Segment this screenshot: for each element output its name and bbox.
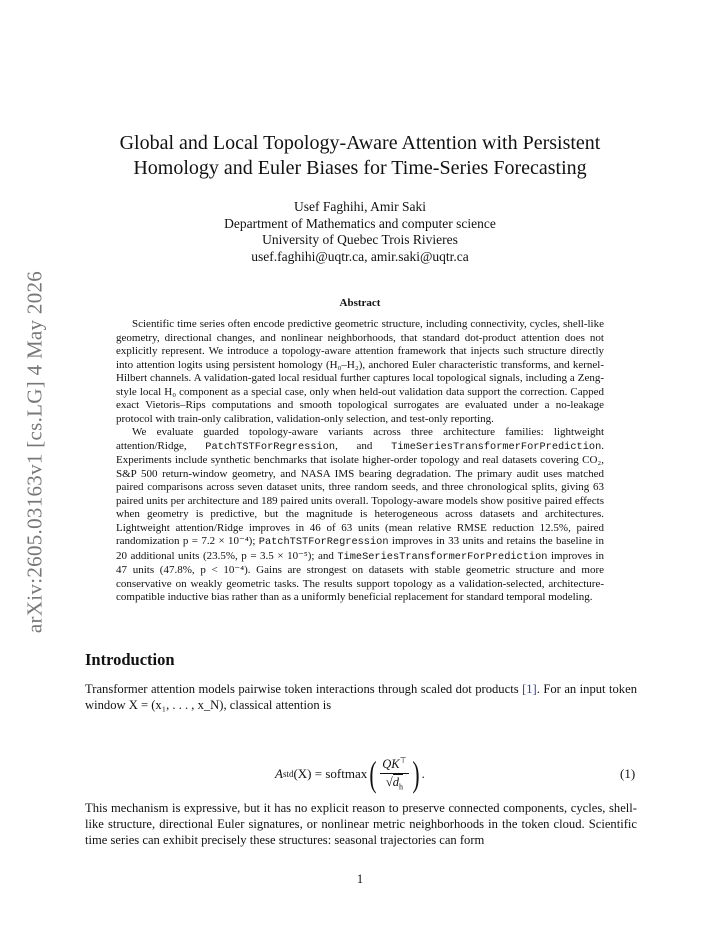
abstract-text: , and — [335, 439, 392, 452]
eq-denominator-radicand — [392, 774, 403, 792]
eq-paren-right: ) — [411, 754, 420, 794]
eq-lhs-arg: (X) = softmax — [293, 766, 368, 781]
title-line-1: Global and Local Topology-Aware Attention with Persistent — [119, 132, 601, 154]
equation-body — [275, 756, 425, 792]
author-block — [0, 199, 720, 265]
eq-denominator-text: d — [392, 775, 399, 790]
eq-denominator-sub: h — [398, 782, 403, 792]
abstract-body — [116, 318, 604, 605]
eq-numerator-sup: ⊤ — [399, 756, 407, 766]
intro-paragraph-2: This mechanism is expressive, but it has no explicit reason to preserve connected components, cycles, shell-like structure, directional Euler signatures, or nonlinear metric neighborhoods in the token cloud. Scientific time series can exhibit precisely these structures: seasonal trajectories can form — [85, 801, 637, 847]
intro-paragraph-1 — [85, 681, 637, 713]
title-line-2: Homology and Euler Biases for Time-Series Forecasting — [133, 157, 587, 179]
abstract-heading: Abstract — [339, 297, 381, 309]
abstract-paragraph-2 — [116, 426, 604, 605]
eq-numerator — [380, 756, 408, 774]
author-department: Department of Mathematics and computer science — [224, 215, 496, 231]
citation-link[interactable]: [1] — [522, 682, 537, 696]
author-names: Usef Faghihi, Amir Saki — [294, 199, 426, 214]
author-emails: usef.faghihi@uqtr.ca, amir.saki@uqtr.ca — [251, 248, 469, 264]
eq-denominator — [386, 774, 403, 792]
arxiv-side-label: arXiv:2605.03163v1 [cs.LG] 4 May 2026 — [22, 270, 47, 634]
intro-text: Transformer attention models pairwise token interactions through scaled dot products — [85, 682, 523, 696]
eq-numerator-text: QK — [382, 757, 400, 772]
eq-fraction — [380, 756, 408, 792]
code-tst-prediction: TimeSeriesTransformerForPrediction — [337, 550, 548, 563]
abstract-text: improves in 33 units and retains the baseline in 20 additional units (23.5%, p = 3.5 × 10⁻⁵); and — [116, 535, 604, 562]
paper-title — [0, 131, 720, 181]
abstract-paragraph-1: Scientific time series often encode predictive geometric structure, including connectivity, cycles, shell-like geometry, directional changes, and nonlinear neighborhoods, that standard dot-product attention does not explicitly represent. We introduce a topology-aware attention framework that injects such structure directly into attention logits using persistent homology (H₀–H₂), anchored Euler characteristic transforms, and kernel-Hilbert channels. A validation-gated local residual further captures local topological signals, including a Zeng-style local H₀ component as a special case, only when held-out validation data support the correction. Capped exact Vietoris–Rips computations and smooth topological surrogates are evaluated under a no-leakage protocol with train-only calibration, validation-only selection, and test-only reporting. — [116, 318, 604, 425]
author-university: University of Quebec Trois Rivieres — [262, 232, 458, 247]
eq-paren-left: ( — [369, 754, 377, 794]
page-number: 1 — [356, 872, 364, 886]
abstract-text: improves in 47 units (47.8%, p < 10⁻⁴). Gains are strongest on datasets with stable geometric structure and more conservative on weakly geometric tasks. The results support topology as a validation-selected, architecture-compatible inductive bias rather than as a uniformly beneficial replacement for standard temporal modeling. — [116, 549, 604, 603]
sqrt-icon: √ — [385, 775, 393, 790]
code-patchtst: PatchTSTForRegression — [258, 536, 389, 548]
code-tst-prediction: TimeSeriesTransformerForPrediction — [391, 440, 602, 453]
eq-lhs: A — [275, 766, 283, 781]
eq-lhs-sub: std — [282, 769, 294, 779]
abstract-text: We evaluate guarded topology-aware variants across three architecture families: lightweight attention/Ridge, — [116, 426, 604, 452]
code-patchtst: PatchTSTForRegression — [205, 440, 336, 453]
intro-text: . For an input token window X = (x₁, . . . , x_N), classical attention is — [85, 682, 637, 712]
section-heading-introduction: Introduction — [85, 650, 175, 669]
equation-number: (1) — [620, 766, 636, 781]
eq-trail: . — [421, 766, 425, 781]
abstract-text: . Experiments include synthetic benchmarks that isolate higher-order topology and real datasets covering CO₂, S&P 500 return-window geometry, and NASA IMS bearing degradation. The primary audit uses matched paired comparisons across seven dataset units, three random seeds, and three chronological splits, giving 63 paired units per architecture and 189 paired units overall. Topology-aware models show positive paired effects when geometry is predictive, but the magnitude is heterogeneous across datasets and architectures. Lightweight attention/Ridge improves in 46 of 63 units (mean relative RMSE reduction 12.5%, paired randomization p = 7.2 × 10⁻⁴); — [116, 439, 604, 547]
equation-1 — [0, 752, 720, 792]
